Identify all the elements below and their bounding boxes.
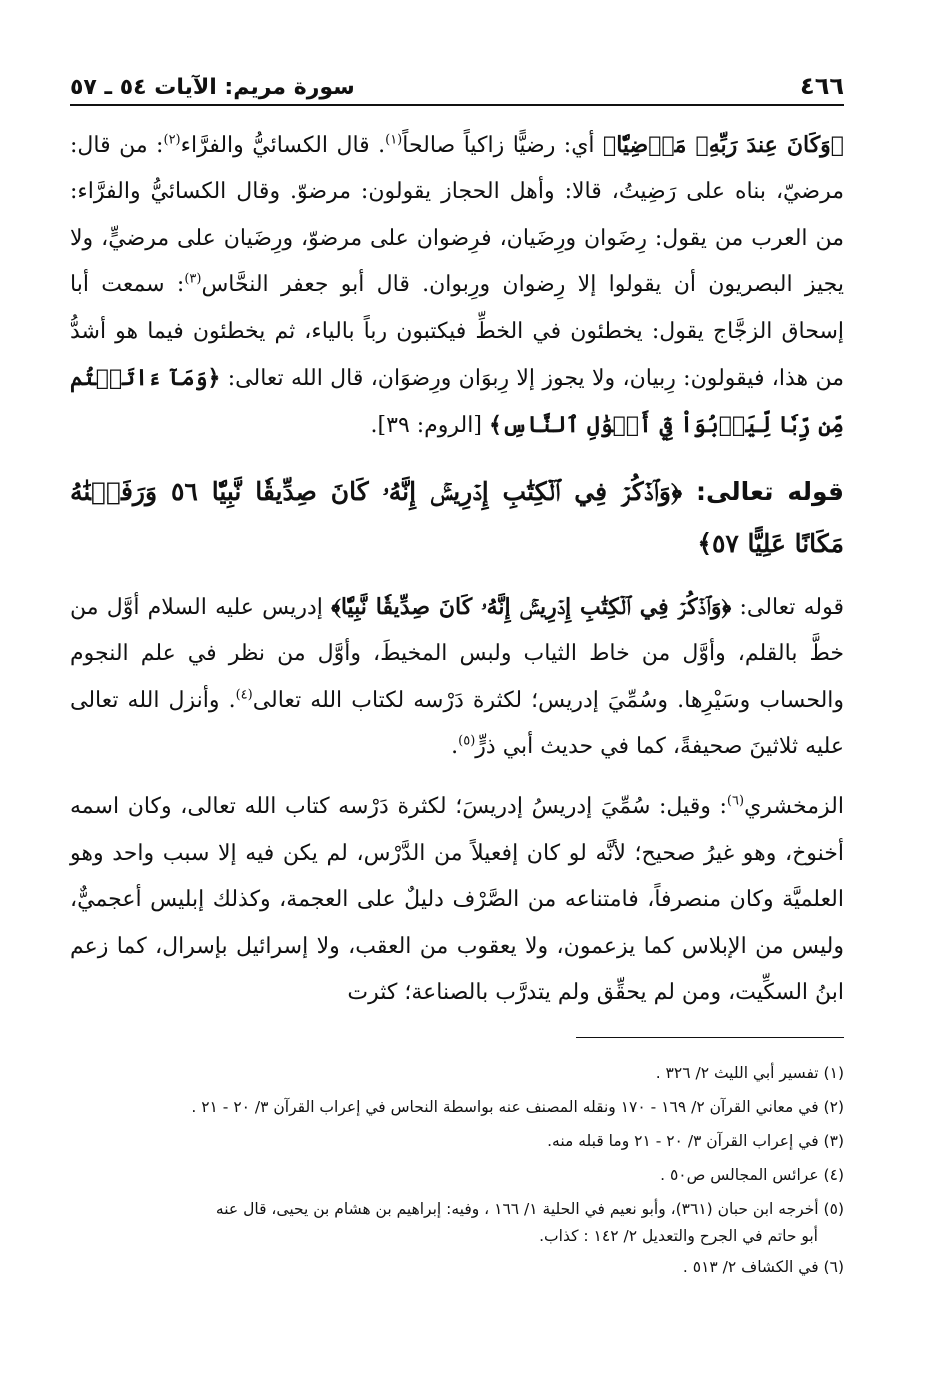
quran-quote: ﴿وَمَآ ءَاتَيۡتُم مِّن رِّبٗا لِّيَرۡبُوَاْ فِيٓ أَمۡوَٰلِ ٱلنَّاسِ﴾ bbox=[70, 365, 844, 439]
footnote-ref: (٦) bbox=[726, 794, 745, 810]
page-header bbox=[70, 62, 844, 100]
footnote-item: (٥) أخرجه ابن حبان (٣٦١)، وأبو نعيم في الحلية ١/ ١٦٦ ، وفيه: إبراهيم بن هشام بن يحيى، قال عنه أبو حاتم في الجرح والتعديل ٢/ ١٤٢ : كذاب. bbox=[215, 1199, 844, 1245]
running-title: سورة مريم: الآيات ٥٤ ـ ٥٧ bbox=[70, 75, 355, 100]
footnote-ref: (٤) bbox=[235, 687, 253, 703]
book-page bbox=[70, 62, 844, 1352]
quran-quote: ﴿وَٱذۡكُرۡ فِي ٱلۡكِتَٰبِ إِدۡرِيسَۚ إِنَّهُۥ كَانَ صِدِّيقٗا نَّبِيّٗا﴾ bbox=[331, 593, 732, 620]
footnote-ref: (٣) bbox=[184, 271, 202, 287]
header-rule bbox=[70, 104, 844, 106]
page-number: ٤٦٦ bbox=[800, 72, 844, 100]
paragraph-3: الزمخشري$^{(٦)}$: وقيل: سُمِّيَ إدريسُ إدريسَ؛ لكثرة دَرْسه كتاب الله تعالى، وكان اسمه أخنوخ، وهو غيرُ صحيح؛ لأنَّه لو كان إفعيلاً من الدَّرْس، لم يكن فيه إلا سبب واحد وهو العلميَّة وكان منصرفاً، فامتناعه من الصَّرْف دليلٌ على العجمة، وكذلك إبليس أعجميٌّ، وليس من الإبلاس كما يزعمون، ولا يعقوب من العقب، ولا إسرائيل بإسرال، كما زعم ابنُ السكِّيت، ومن لم يحقِّق ولم يتدرَّب بالصناعة؛ كثرت bbox=[70, 794, 844, 1006]
footnotes bbox=[70, 1056, 844, 1284]
paragraph-1: ﴿وَكَانَ عِندَ رَبِّهِۦ مَرۡضِيّٗا﴾ أي: رضيًّا زاكياً صالحاً$^{(١)}$. قال الكسائيُّ والفرَّاء$^{(٢)}$: من قال: مرضيّ، بناه على رَضِيتُ، قالا: وأهل الحجاز يقولون: مرضوّ. وقال الكسائيُّ والفرَّاء: من العرب من يقول: رِضَوان ورِضَيان، فرِضوان على مرضوّ، ورِضَيان على مرضيٍّ، ولا يجيز البصريون أن يقولوا إلا رِضوان ورِبوان. قال أبو جعفر النحَّاس$^{(٣)}$: سمعت أبا إسحاق الزجَّاج يقول: يخطئون في الخطِّ فيكتبون رباً بالياء، ثم يخطئون فيما هو أشدُّ من هذا، فيقولون: رِبيان، ولا يجوز إلا رِبوَان ورِضوَان، قال الله تعالى: ﴿وَمَآ ءَاتَيۡتُم مِّن رِّبٗا لِّيَرۡبُوَاْ فِيٓ أَمۡوَٰلِ ٱلنَّاسِ﴾ [الروم: ٣٩]. bbox=[70, 132, 845, 439]
footnote-item: (٤) عرائس المجالس ص٥٠ . bbox=[660, 1165, 844, 1184]
verse-heading-label: قوله تعالى: bbox=[682, 476, 844, 506]
footnote-item: (٦) في الكشاف ٢/ ٥١٣ . bbox=[682, 1257, 844, 1276]
verse-heading bbox=[70, 466, 844, 570]
footnote-ref: (٢) bbox=[163, 132, 181, 148]
footnote-rule bbox=[576, 1037, 844, 1038]
footnote-ref: (٥) bbox=[458, 733, 476, 749]
paragraph-2: قوله تعالى: ﴿وَٱذۡكُرۡ فِي ٱلۡكِتَٰبِ إِدۡرِيسَۚ إِنَّهُۥ كَانَ صِدِّيقٗا نَّبِيّٗا﴾ إدريس عليه السلام أوَّل من خطَّ بالقلم، وأوَّل من خاط الثياب ولبس المخيطَ، وأوَّل من نظر في علم النجوم والحساب وسَيْرِها. وسُمِّيَ إدريس؛ لكثرة دَرْسه لكتاب الله تعالى$^{(٤)}$. وأنزل الله تعالى عليه ثلاثينَ صحيفةً، كما في حديث أبي ذرٍّ$^{(٥)}$. bbox=[70, 593, 845, 760]
footnote-item: (١) تفسير أبي الليث ٢/ ٣٢٦ . bbox=[655, 1063, 844, 1082]
verse-heading-text: ﴿وَٱذۡكُرۡ فِي ٱلۡكِتَٰبِ إِدۡرِيسَۚ إِنَّهُۥ كَانَ صِدِّيقٗا نَّبِيّٗا ٥٦ وَرَفَعۡنَٰهُ مَكَانًا عَلِيًّا ٥٧﴾ bbox=[70, 476, 844, 558]
quran-quote: ﴿وَكَانَ عِندَ رَبِّهِۦ مَرۡضِيّٗا﴾ bbox=[603, 132, 845, 158]
footnote-ref: (١) bbox=[385, 132, 403, 148]
footnote-item: (٣) في إعراب القرآن ٣/ ٢٠ - ٢١ وما قبله منه. bbox=[547, 1131, 844, 1150]
footnote-item: (٢) في معاني القرآن ٢/ ١٦٩ - ١٧٠ ونقله المصنف عنه بواسطة النحاس في إعراب القرآن ٣/ ٢٠ - ٢١ . bbox=[191, 1097, 844, 1116]
